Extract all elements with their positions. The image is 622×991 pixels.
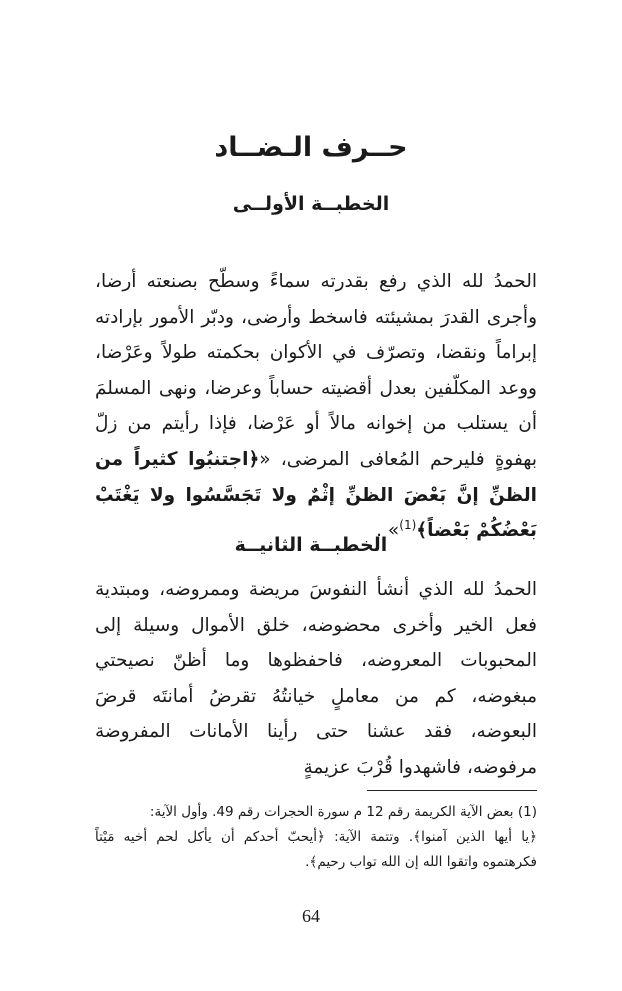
sermon-1-text-end: » . <box>376 520 400 542</box>
footnote-line-1: (1) بعض الآية الكريمة رقم 12 م سورة الحجرات رقم 49. وأول الآية: <box>149 804 537 820</box>
footnote-divider <box>367 790 537 791</box>
sermon-2-title: الخطبــة الثانيــة <box>234 534 388 556</box>
sermon-1-title: الخطبــة الأولــى <box>232 193 390 215</box>
footnote-reference: (1) <box>399 518 417 532</box>
footnote <box>95 800 537 875</box>
page-number: 64 <box>302 906 320 926</box>
sermon-2-paragraph: الحمدُ لله الذي أنشأ النفوسَ مريضة وممروضه، ومبتدية فعل الخير وأخرى محضوضه، خلق الأموال وسيلة إلى المحبوبات المعروضه، فاحفظوها وما أظنّ نصيحتي مبغوضه، كم من معاملٍ خيانتُهُ تقرضُ أمانتَه قرضَ البعوضه، فقد عشنا حتى رأينا الأمانات المفروضة مرفوضه، فاشهدوا قُرْبَ عزيمةٍ <box>95 579 537 778</box>
sermon-1-text: الحمدُ لله الذي رفع بقدرته سماءً وسطّح بصنعته أرضا، وأجرى القدرَ بمشيئته فاسخط وأرضى، ودبّر الأمور بإرادته إبراماً ونقضا، وتصرّف في الأكوان بحكمته طولاً وعَرْضا، ووعد المكلّفين بعدل أقضيته حساباً وعرضا، ونهى المسلمَ أن يستلب من إخوانه مالاً أو عَرْضا، فإذا رأيتم من زلّ بهفوةٍ فليرحم المُعافى المرضى، « <box>95 271 537 470</box>
quran-verse: ﴿اجتنبُوا كثيراً من الظنِّ إنَّ بَعْضَ الظنِّ إثْمٌ ولا تَجَسَّسُوا ولا يَغْتَبْ بَعْضُكُمْ بَعْضاً﴾ <box>95 448 537 542</box>
sermon-1-paragraph <box>95 264 537 549</box>
footnote-line-2: ﴿يا أيها الذين آمنوا﴾. وتتمة الآية: ﴿أيحبّ أحدكم أن يأكل لحم أخيه مَيْتاً فكرهتموه واتقوا الله إن الله تواب رحيم﴾. <box>95 829 537 870</box>
chapter-title: حــرف الـضــاد <box>214 132 408 163</box>
